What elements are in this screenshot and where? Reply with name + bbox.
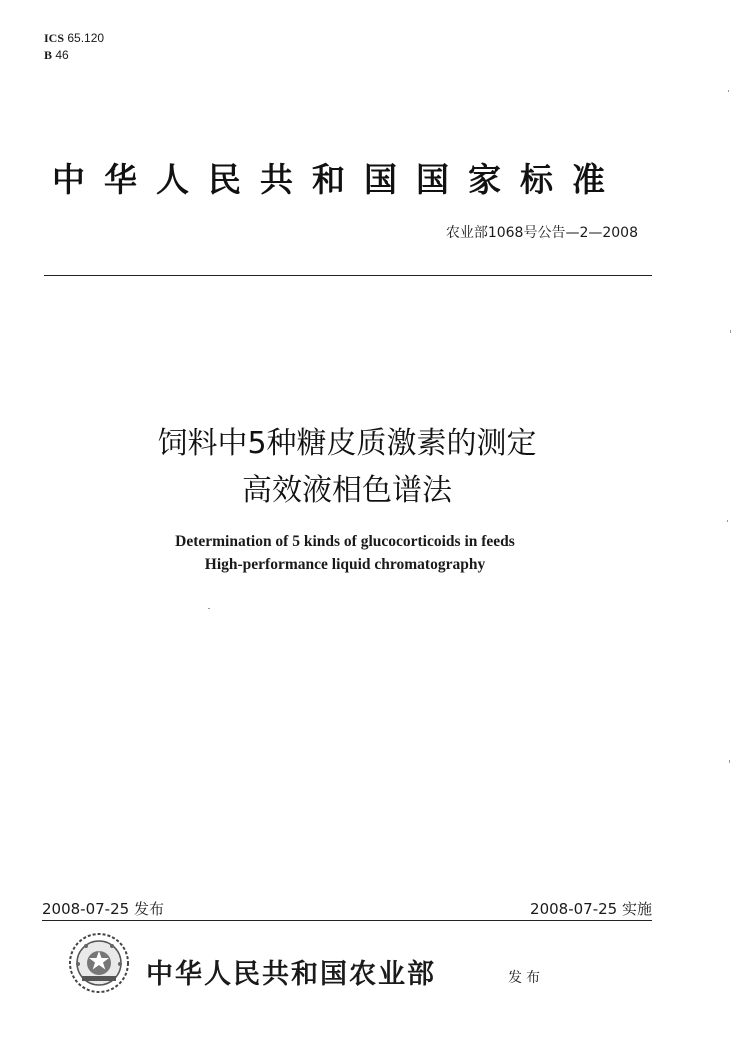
national-standard-title: 中华人民共和国国家标准 [52, 160, 624, 199]
scan-speck [728, 90, 729, 92]
scan-speck [729, 760, 730, 763]
scan-speck [727, 520, 728, 522]
english-title-line-2: High-performance liquid chromatography [204, 556, 486, 573]
implement-date: 2008-07-25 实施 [530, 900, 652, 918]
english-title-line-1: Determination of 5 kinds of glucocorticoids in feeds [175, 533, 515, 550]
ics-label: ICS [44, 31, 65, 45]
classification-codes [44, 30, 104, 64]
ccs-value: 46 [55, 48, 69, 62]
publish-date: 2008-07-25 发布 [42, 900, 164, 918]
national-emblem-icon [68, 932, 130, 994]
chinese-title-line-2: 高效液相色谱法 [242, 473, 452, 508]
scan-speck [208, 608, 210, 609]
ics-code [44, 30, 104, 47]
ccs-code [44, 47, 104, 64]
header-divider [44, 275, 652, 276]
scan-speck [730, 330, 731, 333]
footer-divider [42, 920, 652, 921]
issuer-name: 中华人民共和国农业部 [146, 959, 436, 990]
standard-number: 农业部1068号公告—2—2008 [445, 225, 638, 241]
chinese-title-line-1: 饲料中5种糖皮质激素的测定 [157, 426, 537, 461]
ccs-label: B [44, 48, 53, 62]
ics-value: 65.120 [67, 31, 105, 45]
issued-label: 发布 [508, 970, 544, 986]
